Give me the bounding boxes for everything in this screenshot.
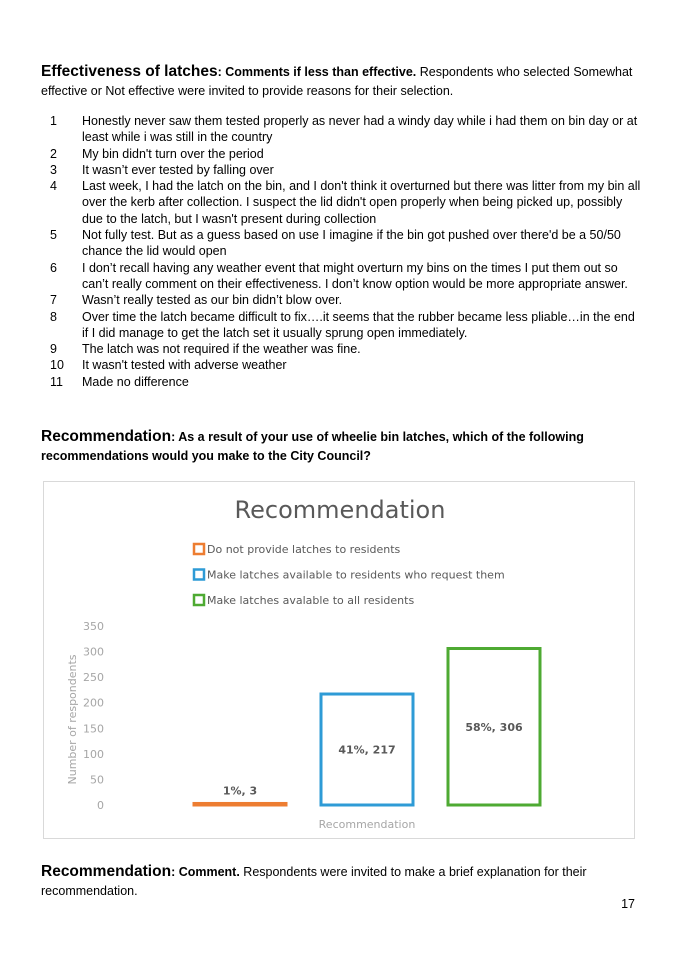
comment-item <box>41 260 641 293</box>
comment-number: 10 <box>50 358 64 373</box>
y-tick-label: 100 <box>83 747 104 761</box>
comment-number: 7 <box>50 293 57 308</box>
recommendation-comment-header <box>41 862 641 901</box>
legend-entry: Make latches avalable to all residents <box>207 594 415 607</box>
y-tick-label: 50 <box>90 773 104 787</box>
comment-number: 2 <box>50 146 57 161</box>
legend-entry: Make latches available to residents who request them <box>207 568 505 582</box>
y-tick-label: 300 <box>83 645 104 659</box>
comment-text: It wasn't tested with adverse weather <box>82 358 287 373</box>
y-tick-label: 150 <box>83 722 104 736</box>
comment-number: 5 <box>50 228 57 243</box>
recommendation-comment-intro: Respondents were invited to make a brief explanation for their recommendation. <box>41 865 587 898</box>
comment-number: 11 <box>50 374 63 389</box>
x-axis-label: Recommendation <box>318 818 416 831</box>
comment-number: 6 <box>50 260 57 275</box>
data-label: 1%, 3 <box>222 784 258 798</box>
effectiveness-intro: Respondents who selected Somewhat effective or Not effective were invited to provide reasons for their selection. <box>41 65 633 98</box>
comment-number: 3 <box>50 162 57 177</box>
comment-text: Wasn’t really tested as our bin didn’t blow over. <box>82 293 343 308</box>
comment-item <box>41 357 641 373</box>
recommendation-section-header <box>41 427 641 466</box>
legend-marker <box>194 595 204 605</box>
comment-item <box>41 374 641 390</box>
legend-entry: Do not provide latches to residents <box>207 543 401 556</box>
comments-list <box>41 113 641 390</box>
recommendation-chart-svg <box>44 482 636 840</box>
comment-text: Made no difference <box>82 374 189 389</box>
data-label: 41%, 217 <box>338 743 396 757</box>
comment-number: 8 <box>50 309 57 324</box>
recommendation-heading: Recommendation <box>41 428 172 445</box>
bar <box>194 803 286 805</box>
comment-number: 9 <box>50 342 57 357</box>
comment-number: 4 <box>50 179 57 194</box>
comment-text: It wasn’t ever tested by falling over <box>82 162 274 177</box>
comment-text: Last week, I had the latch on the bin, and I don't think it overturned but there was litter from my bin all over the kerb after collection. I suspect the lid didn't open properly when being picked up, possibly due to the latch, but I wasn't present during collection <box>82 179 641 226</box>
comment-text: Over time the latch became difficult to fix….it seems that the rubber became less pliable…in the end if I did manage to get the latch set it usually sprung open immediately. <box>82 309 635 340</box>
comment-text: Not fully test. But as a guess based on use I imagine if the bin got pushed over there'd be a 50/50 chance the lid would open <box>82 228 621 259</box>
y-tick-label: 350 <box>83 620 104 633</box>
comment-item <box>41 162 641 178</box>
recommendation-chart <box>43 481 635 839</box>
effectiveness-section-header <box>41 62 641 101</box>
legend-marker <box>194 544 204 554</box>
comment-item <box>41 309 641 342</box>
comment-text: My bin didn't turn over the period <box>82 146 264 161</box>
y-axis-label: Number of respondents <box>66 654 79 785</box>
y-tick-label: 0 <box>97 799 104 812</box>
effectiveness-heading: Effectiveness of latches <box>41 63 218 80</box>
legend-marker <box>194 570 204 580</box>
recommendation-comment-subheading: : Comment. <box>171 865 240 879</box>
comment-item <box>41 113 641 146</box>
effectiveness-subheading: : Comments if less than effective. <box>217 65 417 79</box>
comment-item <box>41 227 641 260</box>
data-label: 58%, 306 <box>465 720 523 734</box>
recommendation-comment-heading: Recommendation <box>41 863 172 880</box>
page-number: 17 <box>621 897 635 911</box>
comment-text: The latch was not required if the weather was fine. <box>82 342 361 357</box>
y-tick-label: 250 <box>83 671 104 685</box>
comment-item <box>41 292 641 308</box>
comment-number: 1 <box>50 114 57 128</box>
comment-item <box>41 146 641 162</box>
comment-text: Honestly never saw them tested properly as never had a windy day while i had them on bin day or at least while i was still in the country <box>82 114 638 145</box>
comment-text: I don’t recall having any weather event that might overturn my bins on the times I put them out so can’t really comment on their effectiveness. I don’t know option would be more appropriate answer. <box>82 260 628 291</box>
chart-title: Recommendation <box>234 496 446 524</box>
comment-item <box>41 341 641 357</box>
comment-item <box>41 178 641 227</box>
recommendation-question: : As a result of your use of wheelie bin latches, which of the following recommendations would you make to the City Council? <box>41 430 584 463</box>
y-tick-label: 200 <box>83 696 104 710</box>
